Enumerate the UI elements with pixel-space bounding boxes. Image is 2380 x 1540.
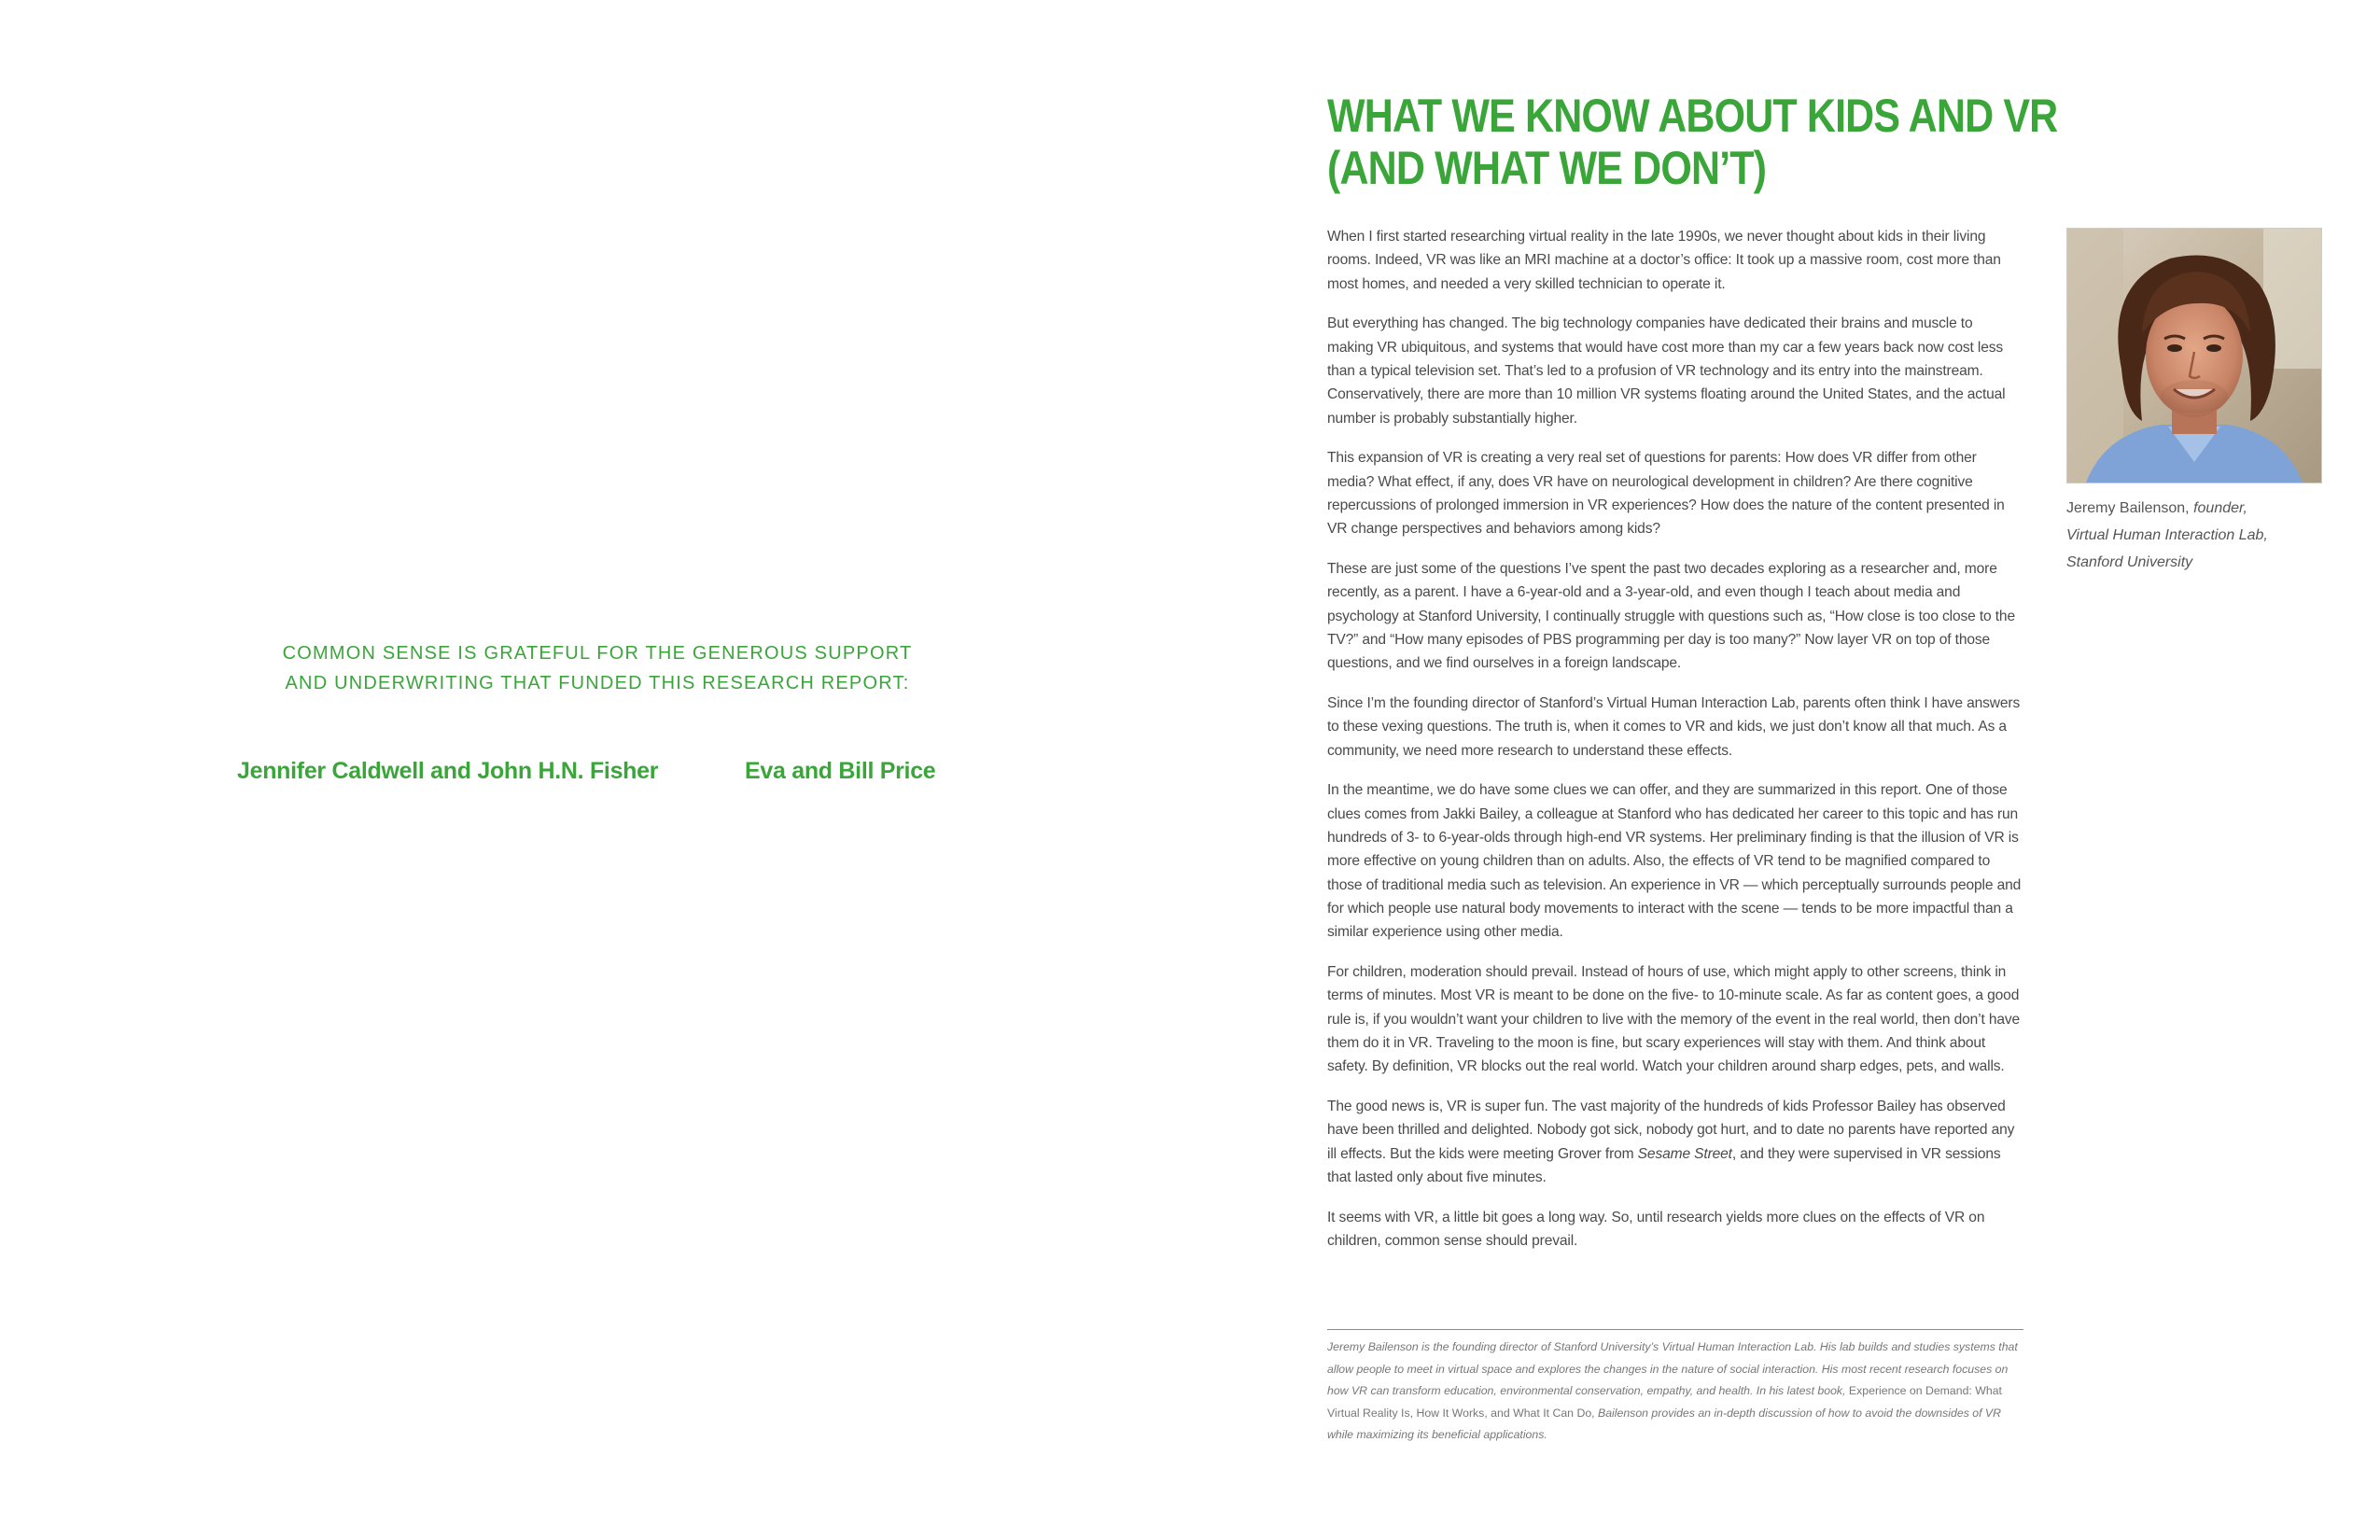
body-paragraph-8-italic: Sesame Street [1637, 1145, 1732, 1162]
support-heading-line-1: COMMON SENSE IS GRATEFUL FOR THE GENEROUS SUPPORT [282, 643, 913, 664]
body-paragraph-5: Since I’m the founding director of Stanford’s Virtual Human Interaction Lab, parents often think I have answers to these vexing questions. The truth is, when it comes to VR and kids, we just don’t know all that much. As a community, we need more research to understand these effects. [1327, 695, 2021, 759]
author-portrait-illustration [2067, 229, 2321, 483]
body-paragraph-2: But everything has changed. The big technology companies have dedicated their brains and muscle to making VR ubiquitous, and systems that would have cost more than my car a few years back now cost less than a typical television set. That’s led to a profusion of VR technology and its entry into the mainstream. Conservatively, there are more than 10 million VR systems floating around the United States, and the actual number is probably substantially higher. [1327, 315, 2006, 427]
portrait-caption [2066, 495, 2346, 576]
support-heading [252, 638, 943, 698]
donor-name-1: Jennifer Caldwell and John H.N. Fisher [237, 758, 659, 784]
donor-name-2: Eva and Bill Price [745, 758, 936, 784]
body-paragraph-8-text-b: , and they were supervised in VR sessions that lasted only about five minutes. [1327, 1145, 2001, 1185]
body-paragraph-1: When I first started researching virtual reality in the late 1990s, we never thought about kids in their living rooms. Indeed, VR was like an MRI machine at a doctor’s office: It took up a massive room, cost more than most homes, and needed a very skilled technician to operate it. [1327, 229, 2001, 292]
bio-note-book-title: Experience on Demand: What Virtual Reality Is, How It Works, and What It Can Do, [1327, 1384, 2002, 1420]
caption-name: Jeremy Bailenson, [2066, 500, 2190, 516]
body-paragraph-8 [1327, 1095, 2022, 1189]
caption-university: Stanford University [2066, 554, 2193, 570]
bio-note-text-a: Jeremy Bailenson is the founding director of Stanford University’s Virtual Human Interaction Lab. His lab builds and studies systems that allow people to meet in virtual space and explores the changes in the nature of social interaction. His most recent research focuses on how VR can transform education, environmental conservation, empathy, and health. In his latest book, [1327, 1340, 2018, 1398]
author-portrait [2066, 228, 2322, 483]
bio-note-text-b: Bailenson provides an in-depth discussion of how to avoid the downsides of VR while maximizing its beneficial applications. [1327, 1406, 2002, 1442]
article-title-line-1: WHAT WE KNOW ABOUT KIDS AND VR [1327, 90, 2058, 142]
article-title [1327, 90, 2058, 194]
author-bio-note [1327, 1337, 2023, 1447]
body-paragraph-9: It seems with VR, a little bit goes a long way. So, until research yields more clues on the effects of VR on children, common sense should prevail. [1327, 1209, 1985, 1249]
body-paragraph-6: In the meantime, we do have some clues we can offer, and they are summarized in this report. One of those clues comes from Jakki Bailey, a colleague at Stanford who has dedicated her career to this topic and has run hundreds of 3- to 6-year-olds through high-end VR systems. Her preliminary finding is that the illusion of VR is more effective on young children than on adults. Also, the effects of VR tend to be magnified compared to those of traditional media such as television. An experience in VR — which perceptually surrounds people and for which people use natural body movements to interact with the scene — tends to be more impactful than a similar experience using other media. [1327, 782, 2022, 941]
caption-lab: Virtual Human Interaction Lab, [2066, 527, 2268, 543]
body-paragraph-7: For children, moderation should prevail. Instead of hours of use, which might apply to other screens, think in terms of minutes. Most VR is meant to be done on the five- to 10-minute scale. As far as content goes, a good rule is, if you wouldn’t want your children to live with the memory of the event in the real world, then don’t have them do it in VR. Traveling to the moon is fine, but scary experiences will stay with them. And think about safety. By definition, VR blocks out the real world. Watch your children around sharp edges, pets, and walls. [1327, 964, 2021, 1075]
caption-role: founder, [2193, 500, 2247, 516]
body-paragraph-3: This expansion of VR is creating a very real set of questions for parents: How does VR differ from other media? What effect, if any, does VR have on neurological development in children? Are there cognitive repercussions of prolonged immersion in VR experiences? How does the nature of the content presented in VR change perspectives and behaviors among kids? [1327, 450, 2005, 538]
article-body [1327, 225, 2022, 1269]
caption-line-1 [2066, 495, 2346, 522]
body-paragraph-8-text-a: The good news is, VR is super fun. The vast majority of the hundreds of kids Professor Bailey has observed have been thrilled and delighted. Nobody got sick, nobody got hurt, and to date no parents have reported any ill effects. But the kids were meeting Grover from [1327, 1099, 2015, 1162]
support-heading-line-2: AND UNDERWRITING THAT FUNDED THIS RESEARCH REPORT: [285, 673, 910, 693]
body-paragraph-4: These are just some of the questions I’ve spent the past two decades exploring as a researcher and, more recently, as a parent. I have a 6-year-old and a 3-year-old, and even though I teach about media and psychology at Stanford University, I continually struggle with questions such as, “How close is too close to the TV?” and “How many episodes of PBS programming per day is too many?” Now layer VR on top of those questions, and we find ourselves in a foreign landscape. [1327, 561, 2015, 672]
bio-divider [1327, 1329, 2023, 1330]
article-title-line-2: (AND WHAT WE DON’T) [1327, 142, 1767, 194]
